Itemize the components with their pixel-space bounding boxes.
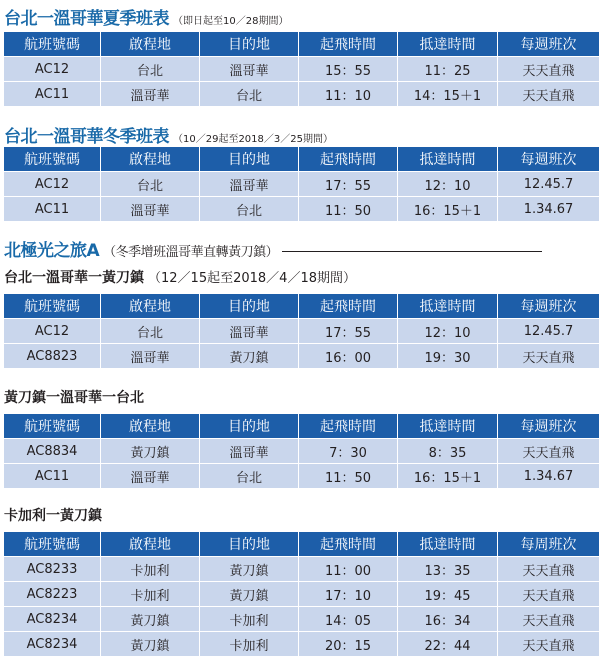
header-departure-time: 起飛時間 [299,532,398,557]
origin-cell: 溫哥華 [101,344,200,369]
header-origin: 啟程地 [101,532,200,557]
header-origin: 啟程地 [101,294,200,319]
summer-title: 台北一溫哥華夏季班表 （即日起至10／28期間） [4,9,289,29]
table-row [4,582,600,607]
header-departure-time: 起飛時間 [299,294,398,319]
departure-cell: 14：05 [299,607,398,632]
header-arrival-time: 抵達時間 [398,32,498,57]
origin-cell: 卡加利 [101,582,200,607]
frequency-cell: 天天直飛 [498,557,600,582]
table-row [4,172,600,197]
origin-cell: 台北 [101,57,200,82]
destination-cell: 溫哥華 [200,319,299,344]
destination-cell: 台北 [200,464,299,489]
frequency-cell: 天天直飛 [498,344,600,369]
destination-cell: 黃刀鎮 [200,557,299,582]
departure-cell: 17：55 [299,319,398,344]
header-destination: 目的地 [200,532,299,557]
winter-period-note: （10／29起至2018／3／25期間） [173,134,333,145]
flight-number-cell: AC8834 [4,439,101,464]
departure-cell: 20：15 [299,632,398,657]
header-weekly-frequency: 每週班次 [498,32,600,57]
frequency-cell: 天天直飛 [498,582,600,607]
aurora-sub3-title: 卡加利一黃刀鎮 [4,508,102,524]
header-destination: 目的地 [200,147,299,172]
winter-title: 台北一溫哥華冬季班表 （10／29起至2018／3／25期間） [4,127,333,147]
arrival-cell: 16：34 [398,607,498,632]
departure-cell: 17：55 [299,172,398,197]
origin-cell: 卡加利 [101,557,200,582]
table-row [4,197,600,222]
summer-schedule-table [3,31,600,107]
header-destination: 目的地 [200,294,299,319]
arrival-cell: 12：10 [398,319,498,344]
destination-cell: 卡加利 [200,632,299,657]
header-flight-number: 航班號碼 [4,147,101,172]
arrival-cell: 8：35 [398,439,498,464]
frequency-cell: 12.45.7 [498,319,600,344]
header-destination: 目的地 [200,414,299,439]
origin-cell: 台北 [101,319,200,344]
table-row [4,82,600,107]
header-weekly-frequency: 每週班次 [498,294,600,319]
header-departure-time: 起飛時間 [299,414,398,439]
origin-cell: 溫哥華 [101,464,200,489]
table-row [4,607,600,632]
table-row [4,57,600,82]
header-origin: 啟程地 [101,32,200,57]
departure-cell: 7：30 [299,439,398,464]
flight-number-cell: AC11 [4,197,101,222]
origin-cell: 台北 [101,172,200,197]
arrival-cell: 19：30 [398,344,498,369]
table-row [4,464,600,489]
aurora-title: 北極光之旅A （冬季增班溫哥華直轉黃刀鎮） [4,236,542,261]
arrival-cell: 13：35 [398,557,498,582]
flight-number-cell: AC12 [4,57,101,82]
arrival-cell: 22：44 [398,632,498,657]
header-arrival-time: 抵達時間 [398,147,498,172]
table-row [4,632,600,657]
frequency-cell: 天天直飛 [498,607,600,632]
arrival-cell: 14：15＋1 [398,82,498,107]
destination-cell: 溫哥華 [200,57,299,82]
flight-number-cell: AC12 [4,172,101,197]
aurora-sub2-title: 黃刀鎮一溫哥華一台北 [4,390,144,406]
destination-cell: 溫哥華 [200,439,299,464]
origin-cell: 黃刀鎮 [101,439,200,464]
header-arrival-time: 抵達時間 [398,532,498,557]
header-origin: 啟程地 [101,414,200,439]
aurora-sub1-title: 台北一溫哥華一黃刀鎮 （12／15起至2018／4／18期間） [4,270,356,286]
header-weekly-frequency: 每週班次 [498,147,600,172]
header-flight-number: 航班號碼 [4,32,101,57]
destination-cell: 台北 [200,82,299,107]
header-destination: 目的地 [200,32,299,57]
summer-period-note: （即日起至10／28期間） [173,16,289,27]
flight-number-cell: AC8233 [4,557,101,582]
origin-cell: 黃刀鎮 [101,607,200,632]
header-weekly-frequency: 每周班次 [498,532,600,557]
frequency-cell: 天天直飛 [498,632,600,657]
aurora-sub2-table [3,413,600,489]
flight-number-cell: AC8223 [4,582,101,607]
table-header-row [4,532,600,557]
destination-cell: 黃刀鎮 [200,582,299,607]
table-header-row [4,32,600,57]
winter-schedule-table [3,146,600,222]
origin-cell: 溫哥華 [101,197,200,222]
departure-cell: 17：10 [299,582,398,607]
frequency-cell: 天天直飛 [498,82,600,107]
flight-number-cell: AC8234 [4,607,101,632]
arrival-cell: 19：45 [398,582,498,607]
departure-cell: 16：00 [299,344,398,369]
origin-cell: 黃刀鎮 [101,632,200,657]
flight-number-cell: AC8234 [4,632,101,657]
flight-number-cell: AC11 [4,82,101,107]
frequency-cell: 1.34.67 [498,464,600,489]
table-header-row [4,414,600,439]
frequency-cell: 天天直飛 [498,57,600,82]
table-header-row [4,294,600,319]
departure-cell: 11：50 [299,464,398,489]
aurora-sub1-note: （12／15起至2018／4／18期間） [148,271,356,286]
flight-number-cell: AC12 [4,319,101,344]
arrival-cell: 11：25 [398,57,498,82]
origin-cell: 溫哥華 [101,82,200,107]
departure-cell: 15：55 [299,57,398,82]
header-flight-number: 航班號碼 [4,294,101,319]
header-flight-number: 航班號碼 [4,414,101,439]
flight-number-cell: AC8823 [4,344,101,369]
destination-cell: 台北 [200,197,299,222]
arrival-cell: 12：10 [398,172,498,197]
header-flight-number: 航班號碼 [4,532,101,557]
destination-cell: 卡加利 [200,607,299,632]
frequency-cell: 12.45.7 [498,172,600,197]
departure-cell: 11：10 [299,82,398,107]
header-arrival-time: 抵達時間 [398,294,498,319]
table-row [4,557,600,582]
table-row [4,344,600,369]
header-departure-time: 起飛時間 [299,147,398,172]
aurora-sub1-table [3,293,600,369]
header-departure-time: 起飛時間 [299,32,398,57]
destination-cell: 黃刀鎮 [200,344,299,369]
table-row [4,319,600,344]
departure-cell: 11：00 [299,557,398,582]
frequency-cell: 1.34.67 [498,197,600,222]
table-header-row [4,147,600,172]
arrival-cell: 16：15＋1 [398,464,498,489]
header-arrival-time: 抵達時間 [398,414,498,439]
aurora-note: （冬季增班溫哥華直轉黃刀鎮） [103,245,279,260]
section-divider [282,251,542,252]
header-origin: 啟程地 [101,147,200,172]
aurora-sub3-table [3,531,600,657]
table-row [4,439,600,464]
header-weekly-frequency: 每週班次 [498,414,600,439]
arrival-cell: 16：15＋1 [398,197,498,222]
flight-number-cell: AC11 [4,464,101,489]
destination-cell: 溫哥華 [200,172,299,197]
departure-cell: 11：50 [299,197,398,222]
frequency-cell: 天天直飛 [498,439,600,464]
